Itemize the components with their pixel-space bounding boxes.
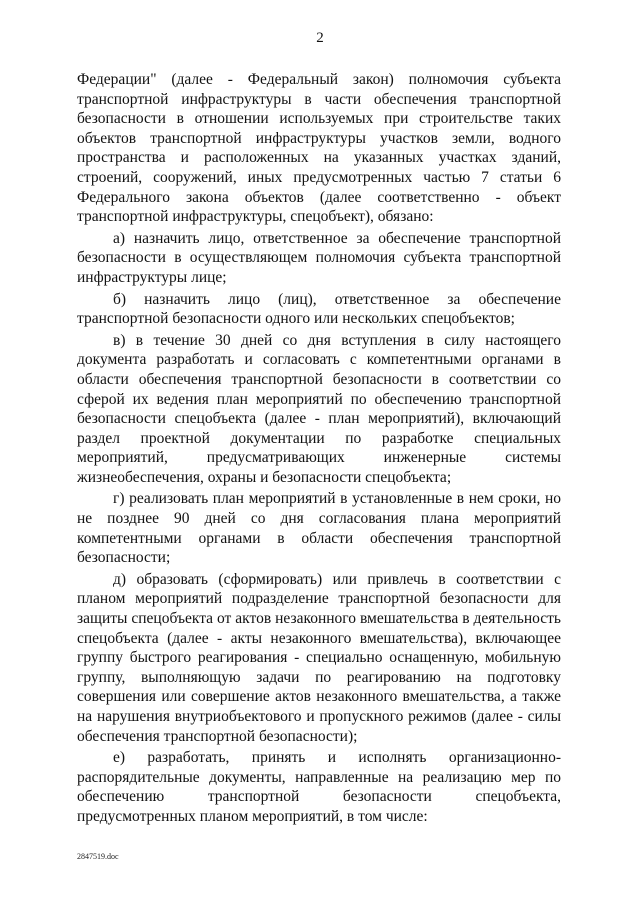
footer-filename: 2847519.doc	[77, 852, 119, 861]
paragraph-item-d: д) образовать (сформировать) или привлечь в соответствии с планом мероприятий подразделение транспортной безопасности для защиты спецобъекта от актов незаконного вмешательства в деятельность спецобъекта (далее - акты незаконного вмешательства), включающее группу быстрого реагирования - специально оснащенную, мобильную группу, выполняющую задачи по реагированию на подготовку совершения или совершение актов незаконного вмешательства, а также на нарушения внутриобъектового и пропускного режимов (далее - силы обеспечения транспортной безопасности);	[77, 570, 561, 745]
paragraph-item-v: в) в течение 30 дней со дня вступления в силу настоящего документа разработать и согласовать с компетентными органами в области обеспечения транспортной безопасности в соответствии со сферой их ведения план мероприятий по обеспечению транспортной безопасности спецобъекта (далее - план мероприятий), включающий раздел проектной документации по разработке специальных мероприятий, предусматривающих инженерные системы жизнеобеспечения, охраны и безопасности спецобъекта;	[77, 331, 561, 486]
paragraph-item-b: б) назначить лицо (лиц), ответственное за обеспечение транспортной безопасности одного или нескольких спецобъектов;	[77, 290, 561, 328]
page-number: 2	[316, 30, 324, 46]
paragraph-intro: Федерации" (далее - Федеральный закон) полномочия субъекта транспортной инфраструктуры в части обеспечения транспортной безопасности в отношении используемых при строительстве таких объектов транспортной инфраструктуры участков земли, водного пространства и расположенных на указанных участках зданий, строений, сооружений, иных предусмотренных частью 7 статьи 6 Федерального закона объектов (далее соответственно - объект транспортной инфраструктуры, спецобъект), обязано:	[77, 71, 561, 226]
paragraph-item-a: а) назначить лицо, ответственное за обеспечение транспортной безопасности в осуществляющем полномочия субъекта транспортной инфраструктуры лице;	[77, 229, 561, 286]
document-body	[77, 70, 561, 829]
paragraph-item-e: е) разработать, принять и исполнять организационно-распорядительные документы, направленные на реализацию мер по обеспечению транспортной безопасности спецобъекта, предусмотренных планом мероприятий, в том числе:	[77, 749, 561, 825]
paragraph-item-g: г) реализовать план мероприятий в установленные в нем сроки, но не позднее 90 дней со дня согласования плана мероприятий компетентными органами в области обеспечения транспортной безопасности;	[77, 490, 561, 567]
